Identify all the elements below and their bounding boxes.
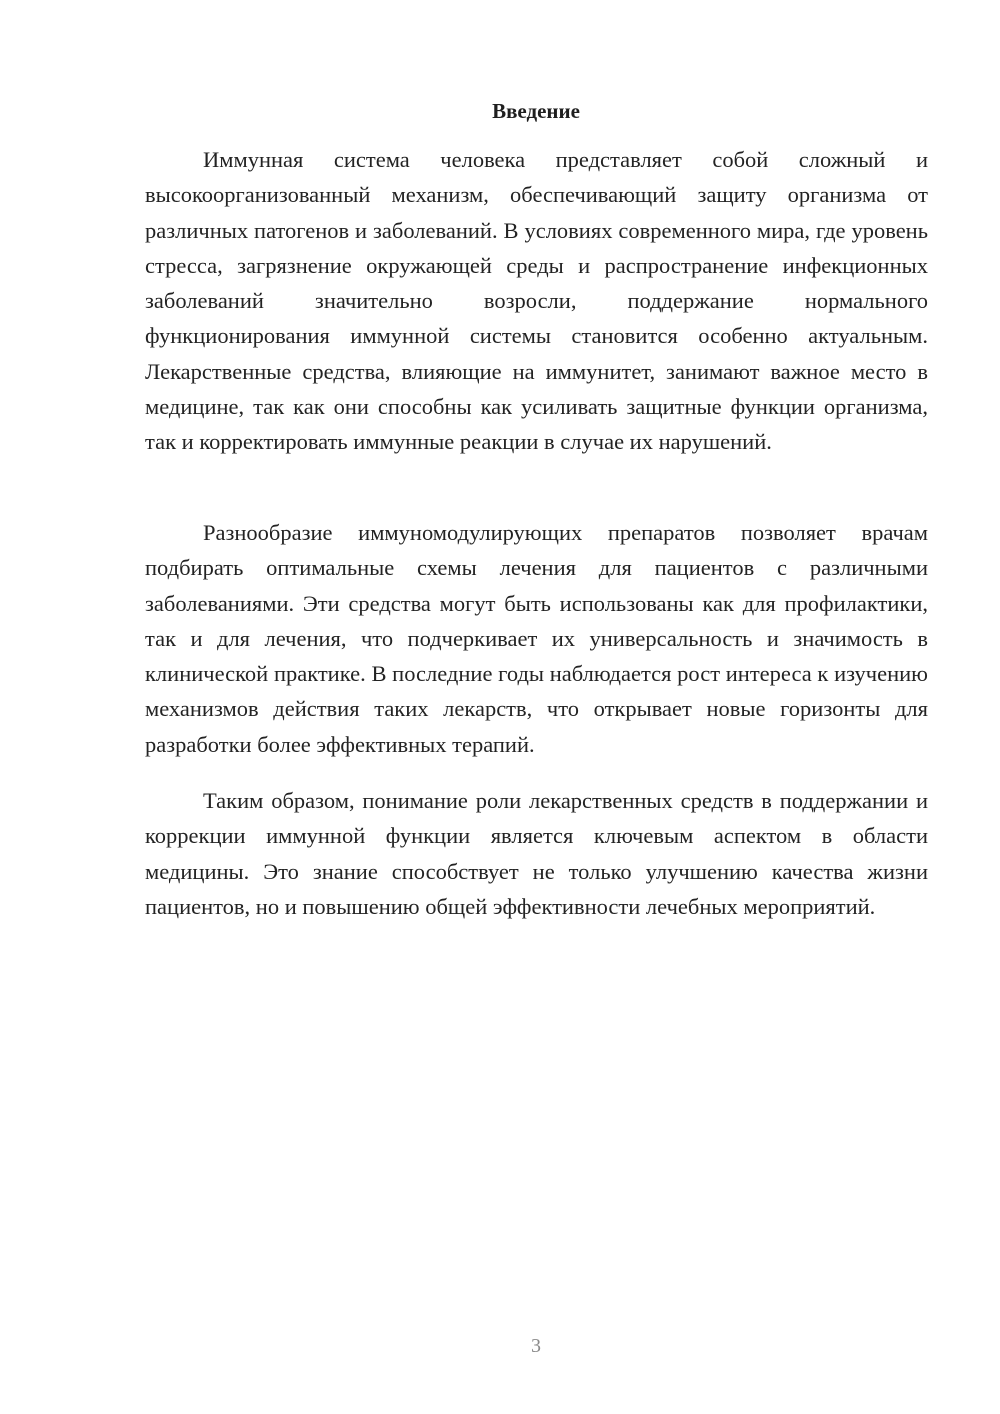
page-number: 3 [531, 1335, 541, 1357]
intro-paragraph-2: Разнообразие иммуномодулирующих препаратов позволяет врачам подбирать оптимальные схемы лечения для пациентов с различными заболеваниями. Эти средства могут быть использованы как для профилактики, так и для лечения, что подчеркивает их универсальность и значимость в клинической практике. В последние годы наблюдается рост интереса к изучению механизмов действия таких лекарств, что открывает новые горизонты для разработки более эффективных терапий. [145, 520, 928, 757]
intro-paragraph-1: Иммунная система человека представляет собой сложный и высокоорганизованный механизм, обеспечивающий защиту организма от различных патогенов и заболеваний. В условиях современного мира, где уровень стресса, загрязнение окружающей среды и распространение инфекционных заболеваний значительно возросли, поддержание нормального функционирования иммунной системы становится особенно актуальным. Лекарственные средства, влияющие на иммунитет, занимают важное место в медицине, так как они способны как усиливать защитные функции организма, так и корректировать иммунные реакции в случае их нарушений. [145, 147, 928, 455]
section-heading: Введение [492, 99, 580, 123]
intro-paragraph-3: Таким образом, понимание роли лекарственных средств в поддержании и коррекции иммунной функции является ключевым аспектом в области медицины. Это знание способствует не только улучшению качества жизни пациентов, но и повышению общей эффективности лечебных мероприятий. [145, 788, 928, 919]
